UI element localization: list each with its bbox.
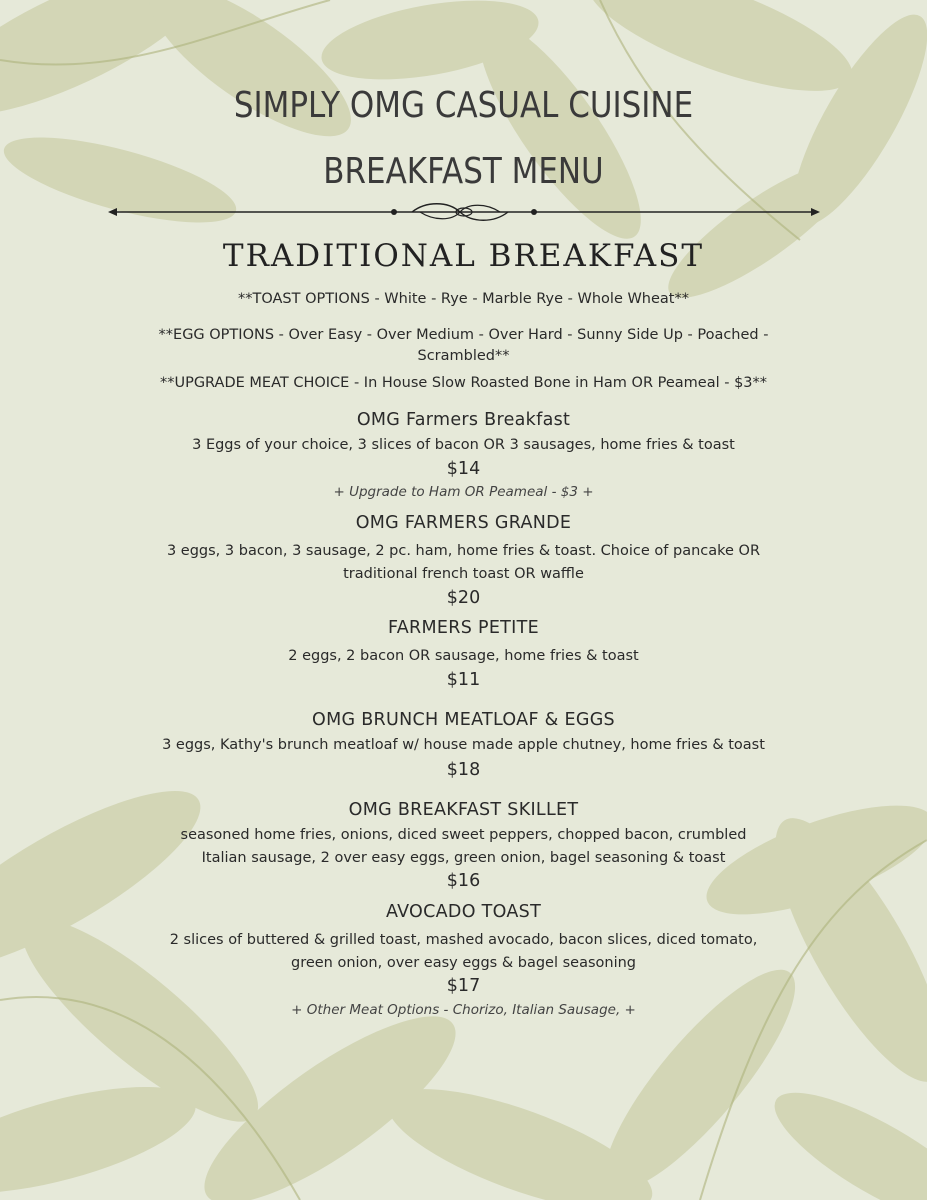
menu-title-line1: SIMPLY OMG CASUAL CUISINE bbox=[233, 85, 694, 126]
section-title: TRADITIONAL BREAKFAST bbox=[222, 238, 705, 274]
item-name: FARMERS PETITE bbox=[388, 618, 539, 638]
item-description: 3 Eggs of your choice, 3 slices of bacon OR 3 sausages, home fries & toast bbox=[192, 437, 735, 453]
item-description: 2 slices of buttered & grilled toast, mashed avocado, bacon slices, diced tomato, bbox=[169, 932, 758, 948]
item-name: OMG FARMERS GRANDE bbox=[355, 513, 572, 533]
meat-upgrade-note: **UPGRADE MEAT CHOICE - In House Slow Roasted Bone in Ham OR Peameal - $3** bbox=[159, 375, 768, 391]
toast-options: **TOAST OPTIONS - White - Rye - Marble Rye - Whole Wheat** bbox=[238, 291, 689, 307]
item-description: green onion, over easy eggs & bagel seasoning bbox=[290, 955, 636, 971]
item-description: seasoned home fries, onions, diced sweet peppers, chopped bacon, crumbled bbox=[180, 827, 747, 843]
item-name: OMG Farmers Breakfast bbox=[356, 410, 571, 430]
item-price: $16 bbox=[446, 871, 481, 891]
item-description: Italian sausage, 2 over easy eggs, green onion, bagel seasoning & toast bbox=[201, 850, 726, 866]
item-price: $18 bbox=[446, 760, 481, 780]
item-price: $11 bbox=[446, 670, 481, 690]
item-description: 2 eggs, 2 bacon OR sausage, home fries & toast bbox=[288, 648, 639, 664]
item-description: 3 eggs, Kathy's brunch meatloaf w/ house made apple chutney, home fries & toast bbox=[162, 737, 765, 753]
item-price: $20 bbox=[446, 588, 481, 608]
item-extra-note: + Upgrade to Ham OR Peameal - $3 + bbox=[333, 484, 594, 500]
item-price: $14 bbox=[446, 459, 481, 479]
item-description: 3 eggs, 3 bacon, 3 sausage, 2 pc. ham, home fries & toast. Choice of pancake OR bbox=[166, 543, 761, 559]
menu-title-line2: BREAKFAST MENU bbox=[323, 151, 604, 192]
item-price: $17 bbox=[446, 976, 481, 996]
item-name: OMG BRUNCH MEATLOAF & EGGS bbox=[312, 710, 615, 730]
ornament-divider bbox=[108, 201, 820, 223]
egg-options-line1: **EGG OPTIONS - Over Easy - Over Medium - Over Hard - Sunny Side Up - Poached - bbox=[158, 327, 769, 343]
item-name: OMG BREAKFAST SKILLET bbox=[348, 800, 579, 820]
item-name: AVOCADO TOAST bbox=[385, 902, 542, 922]
item-extra-note: + Other Meat Options - Chorizo, Italian Sausage, + bbox=[291, 1002, 636, 1018]
item-description: traditional french toast OR waffle bbox=[343, 566, 584, 582]
egg-options-line2: Scrambled** bbox=[417, 348, 510, 364]
